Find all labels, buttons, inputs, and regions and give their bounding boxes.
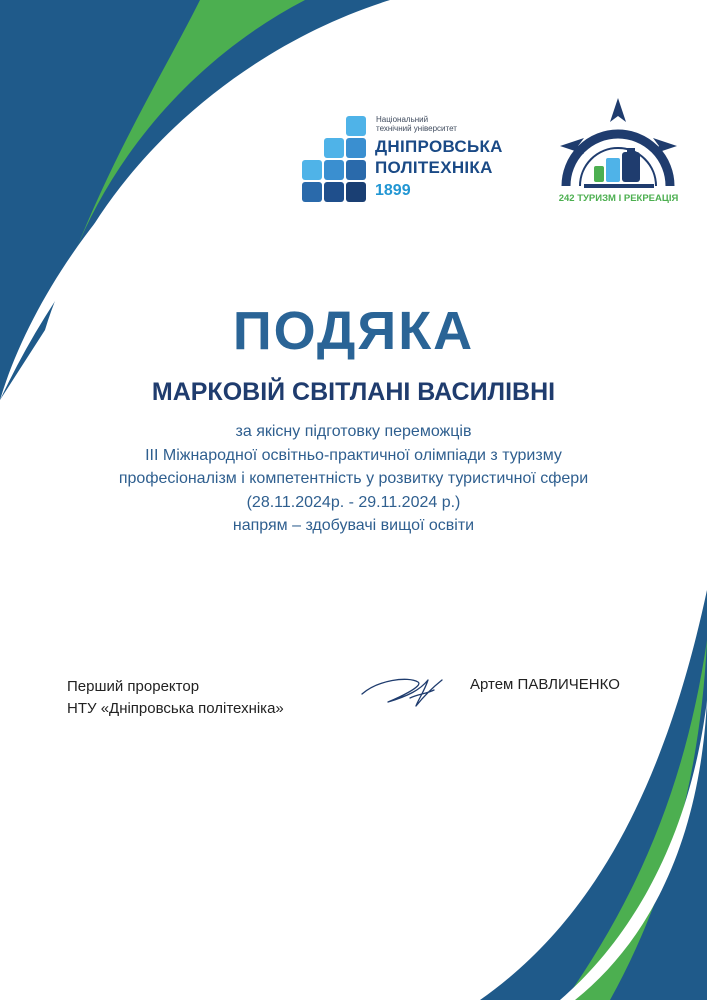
certificate-body bbox=[40, 420, 667, 538]
body-line: напрям – здобувачі вищої освіти bbox=[232, 517, 475, 534]
certificate-title: ПОДЯКА bbox=[232, 301, 475, 361]
logo-subtitle-line2: технічний університет bbox=[376, 124, 457, 133]
signatory-position-line1: Перший проректор bbox=[67, 678, 200, 695]
handwritten-signature bbox=[358, 668, 448, 714]
body-line: за якісну підготовку переможців bbox=[235, 423, 472, 440]
body-line: (28.11.2024р. - 29.11.2024 р.) bbox=[246, 493, 461, 511]
compass-suitcases-icon bbox=[546, 98, 691, 190]
signatory-position-line2: НТУ «Дніпровська політехніка» bbox=[67, 700, 284, 717]
logo-name-line2: ПОЛІТЕХНІКА bbox=[375, 158, 493, 177]
body-line: ІІІ Міжнародної освітньо-практичної олімпіади з туризму bbox=[145, 446, 562, 464]
dnipro-polytechnic-logo bbox=[300, 112, 540, 212]
logo-subtitle-line1: Національний bbox=[376, 115, 429, 124]
body-line: професіоналізм і компетентність у розвитку туристичної сфери bbox=[118, 470, 589, 487]
logo-year: 1899 bbox=[375, 182, 411, 199]
signatory-position bbox=[67, 676, 284, 720]
logo-name-line1: ДНІПРОВСЬКА bbox=[375, 137, 503, 156]
blocks-emblem-icon bbox=[300, 114, 372, 206]
tourism-logo-label: 242 ТУРИЗМ І РЕКРЕАЦІЯ bbox=[558, 193, 679, 204]
signatory-name: Артем ПАВЛИЧЕНКО bbox=[470, 676, 620, 693]
recipient-name: МАРКОВІЙ СВІТЛАНІ ВАСИЛІВНІ bbox=[151, 378, 556, 406]
tourism-242-logo bbox=[546, 98, 691, 210]
